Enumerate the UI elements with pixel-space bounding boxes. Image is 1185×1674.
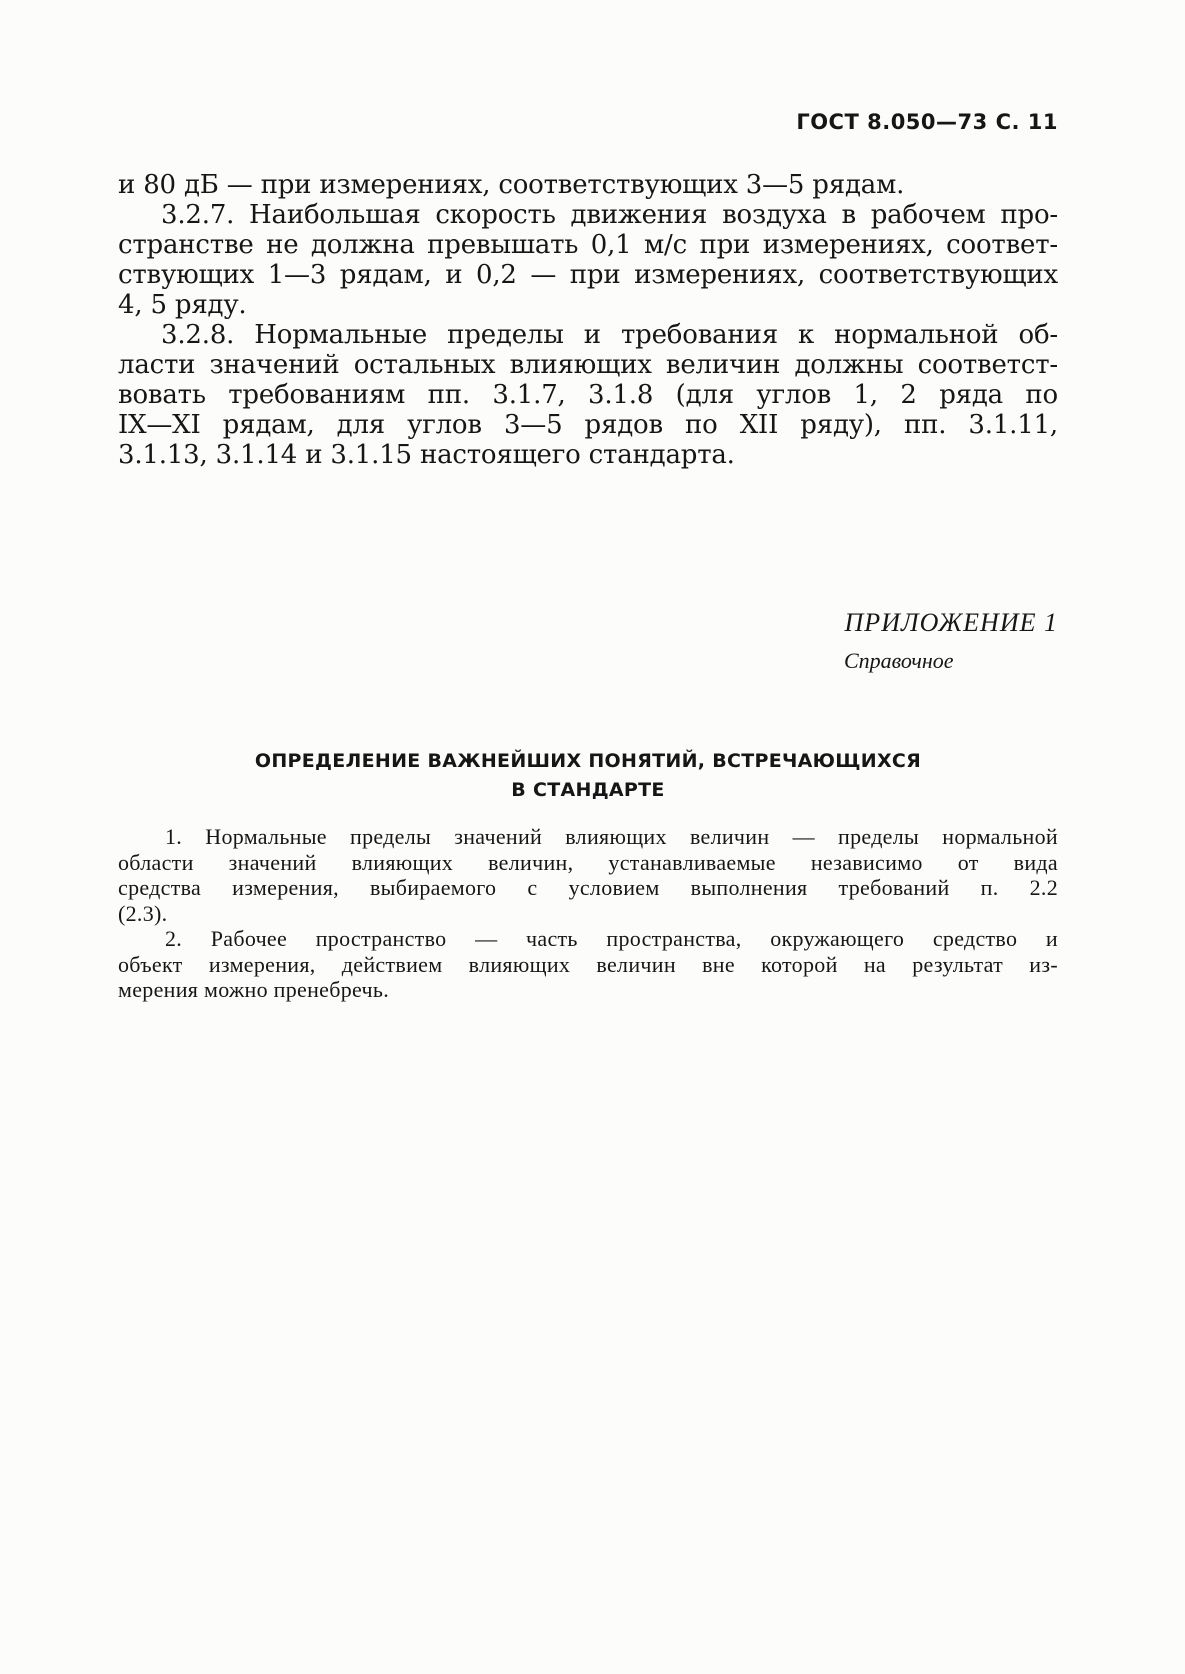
definition-line: (2.3). [118,900,168,926]
body-line: ласти значений остальных влияющих величин должны соответст- [118,350,1058,380]
appendix-subtitle: Справочное [844,648,954,673]
body-paragraphs [118,170,1058,470]
body-line: странстве не должна превышать 0,1 м/с при измерениях, соответ- [118,230,1058,260]
definition-line: объект измерения, действием влияющих величин вне которой на результат из- [118,951,1058,977]
section-heading [118,747,1058,805]
body-line: ствующих 1—3 рядам, и 0,2 — при измерениях, соответствующих [118,260,1058,290]
body-line: 3.1.13, 3.1.14 и 3.1.15 настоящего стандарта. [118,440,735,470]
body-line: 3.2.8. Нормальные пределы и требования к нормальной об- [161,320,1058,350]
section-heading-line: ОПРЕДЕЛЕНИЕ ВАЖНЕЙШИХ ПОНЯТИЙ, ВСТРЕЧАЮЩИХСЯ [254,750,922,772]
page-header-standard-ref: ГОСТ 8.050—73 С. 11 [796,110,1058,134]
definition-line: мерения можно пренебречь. [118,977,390,1002]
body-line: 4, 5 ряду. [118,290,247,320]
body-line: 3.2.7. Наибольшая скорость движения воздуха в рабочем про- [161,200,1058,230]
definition-line: области значений влияющих величин, устанавливаемые независимо от вида [118,849,1058,875]
body-line: IX—XI рядам, для углов 3—5 рядов по XII ряду), пп. 3.1.11, [118,410,1058,440]
definitions-list [118,824,1058,1003]
body-line: и 80 дБ — при измерениях, соответствующих 3—5 рядам. [118,170,905,200]
section-heading-line: В СТАНДАРТЕ [511,779,665,801]
definition-line: 2. Рабочее пространство — часть пространства, окружающего средство и [165,926,1058,951]
body-line: вовать требованиям пп. 3.1.7, 3.1.8 (для углов 1, 2 ряда по [118,380,1058,410]
appendix-title: ПРИЛОЖЕНИЕ 1 [844,608,1058,637]
definition-line: 1. Нормальные пределы значений влияющих величин — пределы нормальной [165,824,1058,849]
definition-line: средства измерения, выбираемого с условием выполнения требований п. 2.2 [118,875,1058,900]
